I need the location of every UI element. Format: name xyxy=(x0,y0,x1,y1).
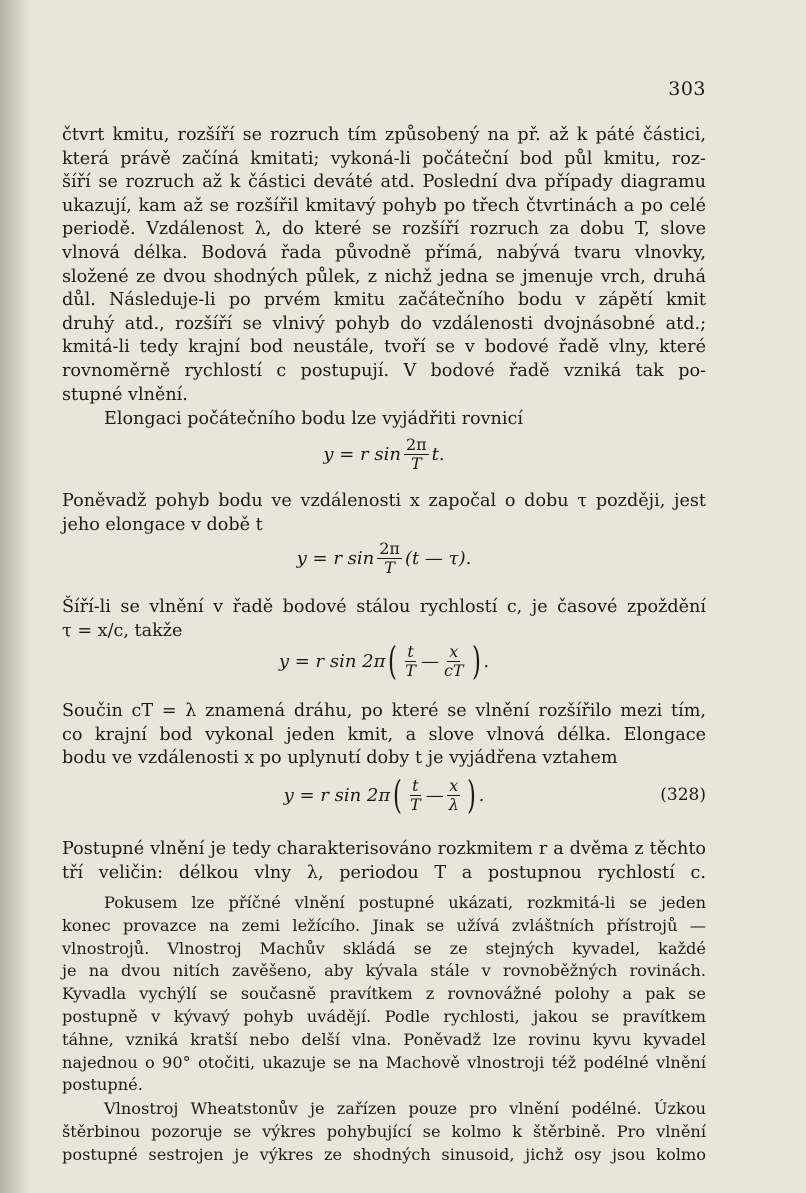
text-line: co krajní bod vykonal jeden kmit, a slove vlnová délka. Elongace xyxy=(62,724,706,745)
paragraph-velocity xyxy=(62,596,706,643)
equation-3 xyxy=(62,639,706,683)
eq1-rhs: t. xyxy=(431,444,445,465)
eq1-numerator: 2π xyxy=(405,435,427,454)
eq3-end: . xyxy=(483,650,490,672)
text-line: kmitá-li tedy krajní bod neustále, tvoří se v bodové řadě vlny, které xyxy=(62,337,706,358)
eq2-rhs: (t — τ). xyxy=(404,548,472,569)
eq4-fraction-1 xyxy=(408,777,423,814)
left-paren: ( xyxy=(388,639,398,683)
text-line: postupné. xyxy=(62,1075,143,1095)
eq3-lhs: y = r sin 2π xyxy=(278,650,386,672)
small-print-wheatstone xyxy=(62,1098,706,1166)
paragraph-delay xyxy=(62,490,706,537)
page-gutter-shadow xyxy=(0,0,30,1193)
text-line: Součin cT = λ znamená dráhu, po které se vlnění rozšířilo mezi tím, xyxy=(62,701,706,721)
small-print-mach xyxy=(62,892,706,1097)
text-line: Šíří-li se vlnění v řadě bodové stálou rychlostí c, je časové zpoždění xyxy=(62,597,706,617)
text-line: jeho elongace v době t xyxy=(62,514,263,535)
text-line: Postupné vlnění je tedy charakterisováno rozkmitem r a dvěma z těchto xyxy=(62,839,706,859)
text-line: šíří se rozruch až k částici deváté atd. Poslední dva případy diagramu xyxy=(62,172,706,193)
text-line: druhý atd., rozšíří se vlnivý pohyb do vzdálenosti dvojnásobné atd.; xyxy=(62,313,706,334)
text-line: periodě. Vzdálenost λ, do které se rozšíří rozruch za dobu T, slove xyxy=(62,219,706,240)
eq2-fraction xyxy=(377,540,402,577)
text-line: štěrbinou pozoruje se výkres pohybující se kolmo k štěrbině. Pro vlnění xyxy=(62,1121,706,1141)
text-line: Pokusem lze příčné vlnění postupné ukázati, rozkmitá-li se jeden xyxy=(104,893,706,912)
text-line: která právě začíná kmitati; vykoná-li počáteční bod půl kmitu, roz- xyxy=(62,148,706,169)
equation-2 xyxy=(62,540,706,577)
equation-328 xyxy=(62,773,706,817)
text-line: vlnostrojů. Vlnostroj Machův skládá se ze stejných kyvadel, každé xyxy=(62,938,706,958)
text-line: najednou o 90° otočiti, ukazuje se na Machově vlnostroji též podélné vlnění xyxy=(62,1052,706,1072)
text-line: postupně v kývavý pohyb uvádějí. Podle rychlosti, jakou se pravítkem xyxy=(62,1006,706,1026)
eq1-denominator: T xyxy=(410,454,422,473)
text-line: bodu ve vzdálenosti x po uplynutí doby t je vyjádřena vztahem xyxy=(62,748,618,769)
eq4-minus: — xyxy=(425,784,444,806)
text-line: konec provazce na zemi ležícího. Jinak se užívá zvláštních přístrojů — xyxy=(62,915,706,935)
text-line: Vlnostroj Wheatstonův je zařízen pouze pro vlnění podélné. Úzkou xyxy=(104,1099,706,1118)
eq3-num2: x xyxy=(449,641,459,661)
text-line: Poněvadž pohyb bodu ve vzdálenosti x započal o dobu τ později, jest xyxy=(62,491,706,511)
text-line: je na dvou nitích zavěšeno, aby kývala stále v rovnoběžných rovinách. xyxy=(62,961,706,981)
equation-number: (328) xyxy=(660,785,706,805)
text-line: rovnoměrně rychlostí c postupují. V bodové řadě vzniká tak po- xyxy=(62,360,706,381)
text-line: τ = x/c, takže xyxy=(62,620,183,641)
text-line: stupné vlnění. xyxy=(62,384,188,405)
text-line: čtvrt kmitu, rozšíří se rozruch tím způsobený na př. až k páté částici, xyxy=(62,125,706,145)
eq2-denominator: T xyxy=(384,558,395,577)
eq3-den2: cT xyxy=(443,660,464,680)
left-paren: ( xyxy=(393,773,403,817)
eq3-fraction-2 xyxy=(442,643,466,680)
eq3-den1: T xyxy=(405,660,416,680)
eq3-num1: t xyxy=(407,641,414,661)
right-paren: ) xyxy=(466,773,476,817)
text-line: složené ze dvou shodných půlek, z nichž jedna se jmenuje vrch, druhá xyxy=(62,266,706,287)
paragraph-wave-propagation xyxy=(62,124,706,407)
text-line: Kyvadla vychýlí se současně pravítkem z rovnovážné polohy a pak se xyxy=(62,984,706,1004)
eq4-lhs: y = r sin 2π xyxy=(283,784,391,806)
eq4-den2: λ xyxy=(448,794,459,814)
paragraph-summary xyxy=(62,838,706,885)
text-line: důl. Následuje-li po prvém kmitu začátečního bodu v zápětí kmit xyxy=(62,290,706,311)
text-line: vlnová délka. Bodová řada původně přímá, nabývá tvaru vlnovky, xyxy=(62,242,706,263)
text-line: Elongaci počátečního bodu lze vyjádřiti rovnicí xyxy=(104,409,523,429)
equation-1 xyxy=(62,436,706,473)
right-paren: ) xyxy=(471,639,481,683)
eq3-fraction-1 xyxy=(403,643,418,680)
text-line: tří veličin: délkou vlny λ, periodou T a postupnou rychlostí c. xyxy=(62,862,706,883)
eq4-num1: t xyxy=(412,775,419,795)
paragraph-product xyxy=(62,700,706,771)
eq2-lhs: y = r sin xyxy=(296,548,375,569)
eq4-num2: x xyxy=(449,775,459,795)
eq4-end: . xyxy=(478,784,485,806)
eq3-minus: — xyxy=(420,650,439,672)
page-number: 303 xyxy=(668,78,706,100)
eq1-lhs: y = r sin xyxy=(323,444,401,465)
text-line: ukazují, kam až se rozšířil kmitavý pohyb po třech čtvrtinách a po celé xyxy=(62,195,706,216)
paragraph-elongation xyxy=(62,408,706,432)
eq2-numerator: 2π xyxy=(379,539,400,558)
text-line: táhne, vzniká kratší nebo delší vlna. Poněvadž lze rovinu kyvu kyvadel xyxy=(62,1029,706,1049)
eq4-den1: T xyxy=(410,794,421,814)
text-line: postupné sestrojen je výkres ze shodných sinusoid, jichž osy jsou kolmo xyxy=(62,1144,706,1164)
eq4-fraction-2 xyxy=(447,777,461,814)
eq1-fraction xyxy=(404,436,429,473)
